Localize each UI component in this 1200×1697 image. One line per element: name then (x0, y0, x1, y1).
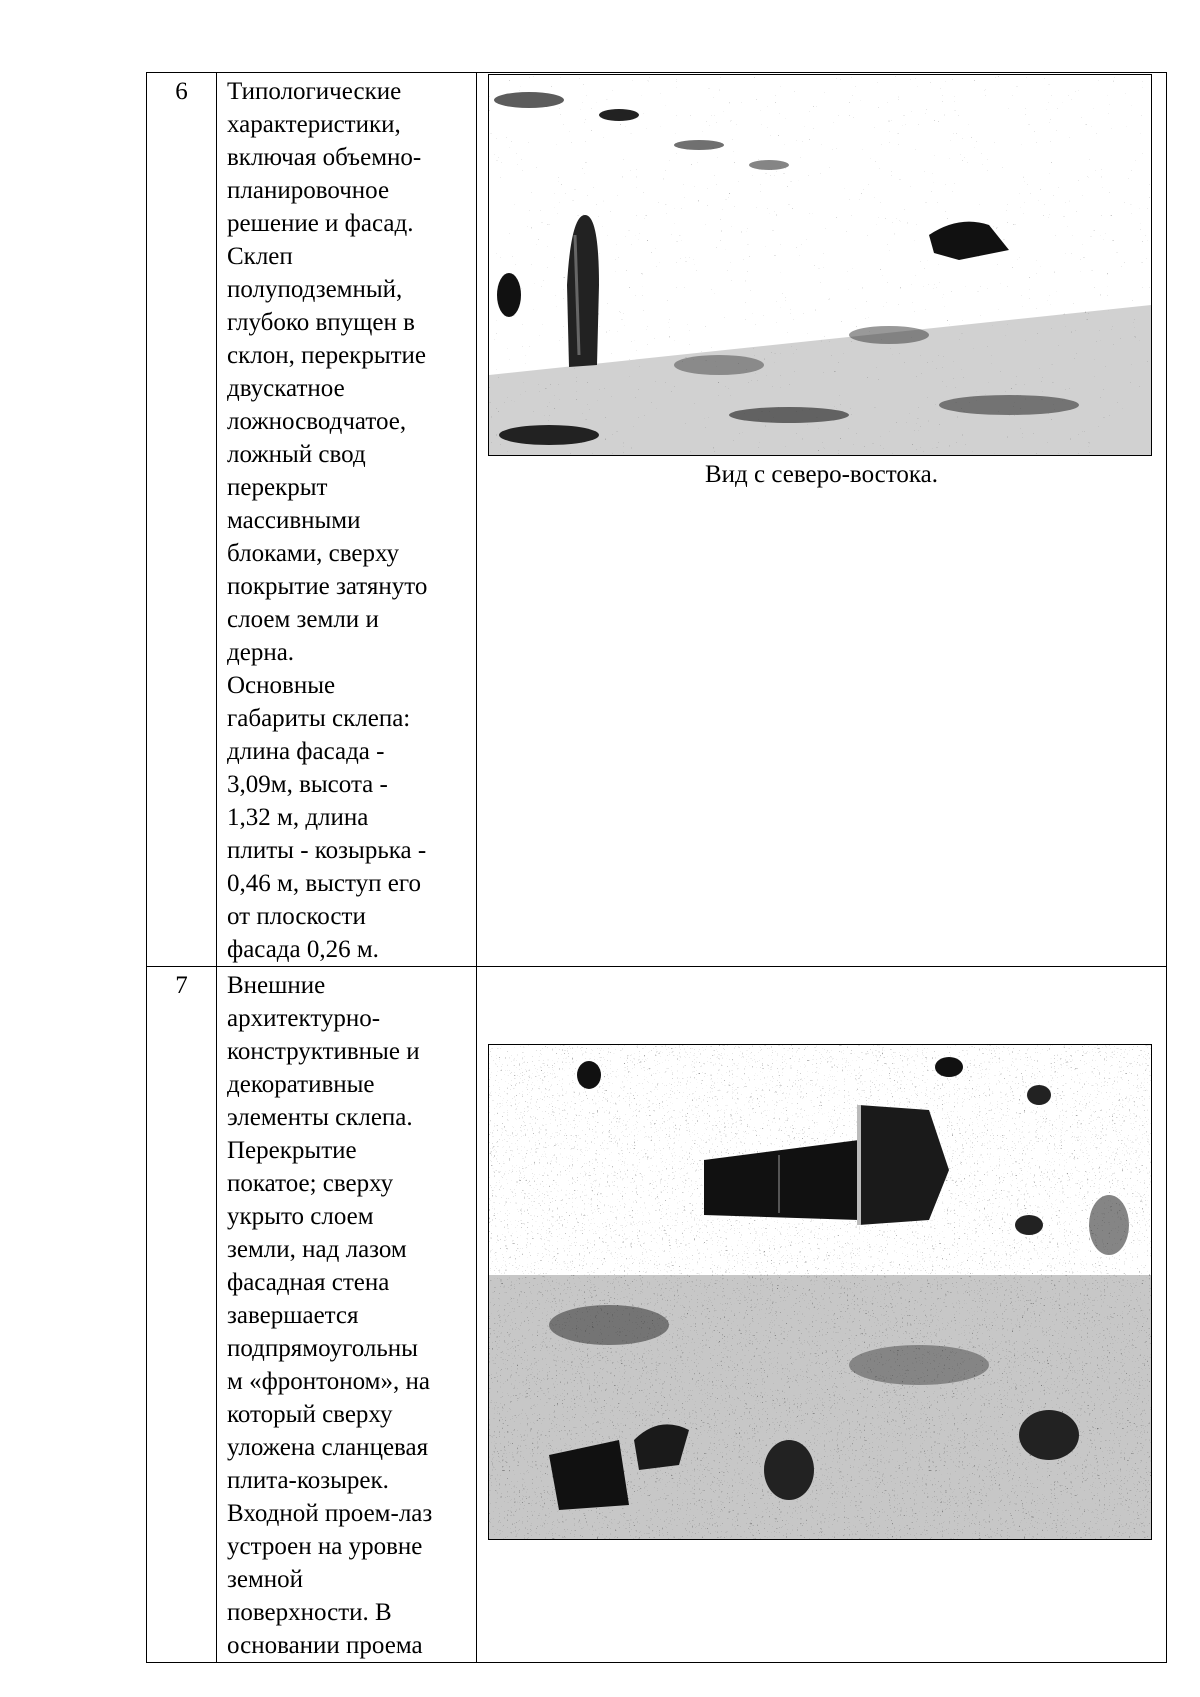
description-line: Внешние (227, 972, 326, 999)
description-line: покатое; сверху (227, 1170, 394, 1197)
description-line: элементы склепа. (227, 1104, 413, 1131)
description-line: ложносводчатое, (227, 408, 407, 435)
description-line: двускатное (227, 375, 345, 402)
description-line: плита-козырек. (227, 1467, 389, 1494)
description-line: слоем земли и (227, 606, 379, 633)
table-row (147, 967, 1167, 1663)
photo-cell (477, 967, 1167, 1663)
description-line: ложный свод (227, 441, 366, 468)
description-line: декоративные (227, 1071, 375, 1098)
description-line: Типологические (227, 78, 402, 105)
description-line: 3,09м, высота - (227, 771, 388, 798)
description-line: фасадная стена (227, 1269, 390, 1296)
description-line: склон, перекрытие (227, 342, 427, 369)
row-description (217, 967, 477, 1663)
description-line: включая объемно- (227, 144, 422, 171)
description-line: 1,32 м, длина (227, 804, 369, 831)
description-line: Склеп (227, 243, 293, 270)
description-line: фасада 0,26 м. (227, 936, 379, 963)
description-line: перекрыт (227, 474, 328, 501)
row-number: 6 (147, 73, 217, 967)
description-line: устроен на уровне (227, 1533, 423, 1560)
description-line: Входной проем-лаз (227, 1500, 433, 1527)
document-table (146, 72, 1167, 1663)
description-line: плиты - козырька - (227, 837, 427, 864)
description-line: 0,46 м, выступ его (227, 870, 421, 897)
description-line: глубоко впущен в (227, 309, 415, 336)
description-line: дерна. (227, 639, 295, 666)
table-row (147, 73, 1167, 967)
description-line: покрытие затянуто (227, 573, 428, 600)
photo-caption: Вид с северо-востока. (704, 461, 938, 488)
description-line: земной (227, 1566, 304, 1593)
description-line: от плоскости (227, 903, 366, 930)
description-line: планировочное (227, 177, 390, 204)
description-line: который сверху (227, 1401, 393, 1428)
photo-crypt-northeast-view (488, 74, 1152, 456)
row-description (217, 73, 477, 967)
description-line: уложена сланцевая (227, 1434, 429, 1461)
description-line: массивными (227, 507, 361, 534)
description-line: Перекрытие (227, 1137, 357, 1164)
description-line: поверхности. В (227, 1599, 392, 1626)
description-line: решение и фасад. (227, 210, 414, 237)
photo-crypt-facade (488, 1044, 1152, 1540)
description-line: основании проема (227, 1632, 423, 1659)
description-line: земли, над лазом (227, 1236, 407, 1263)
description-line: Основные (227, 672, 336, 699)
description-line: габариты склепа: (227, 705, 411, 732)
description-line: полуподземный, (227, 276, 403, 303)
description-line: м «фронтоном», на (227, 1368, 430, 1395)
description-line: длина фасада - (227, 738, 385, 765)
description-line: блоками, сверху (227, 540, 400, 567)
row-number: 7 (147, 967, 217, 1663)
description-line: архитектурно- (227, 1005, 381, 1032)
description-line: укрыто слоем (227, 1203, 374, 1230)
photo-cell (477, 73, 1167, 967)
description-line: конструктивные и (227, 1038, 420, 1065)
description-line: завершается (227, 1302, 359, 1329)
description-line: подпрямоугольны (227, 1335, 418, 1362)
description-line: характеристики, (227, 111, 401, 138)
